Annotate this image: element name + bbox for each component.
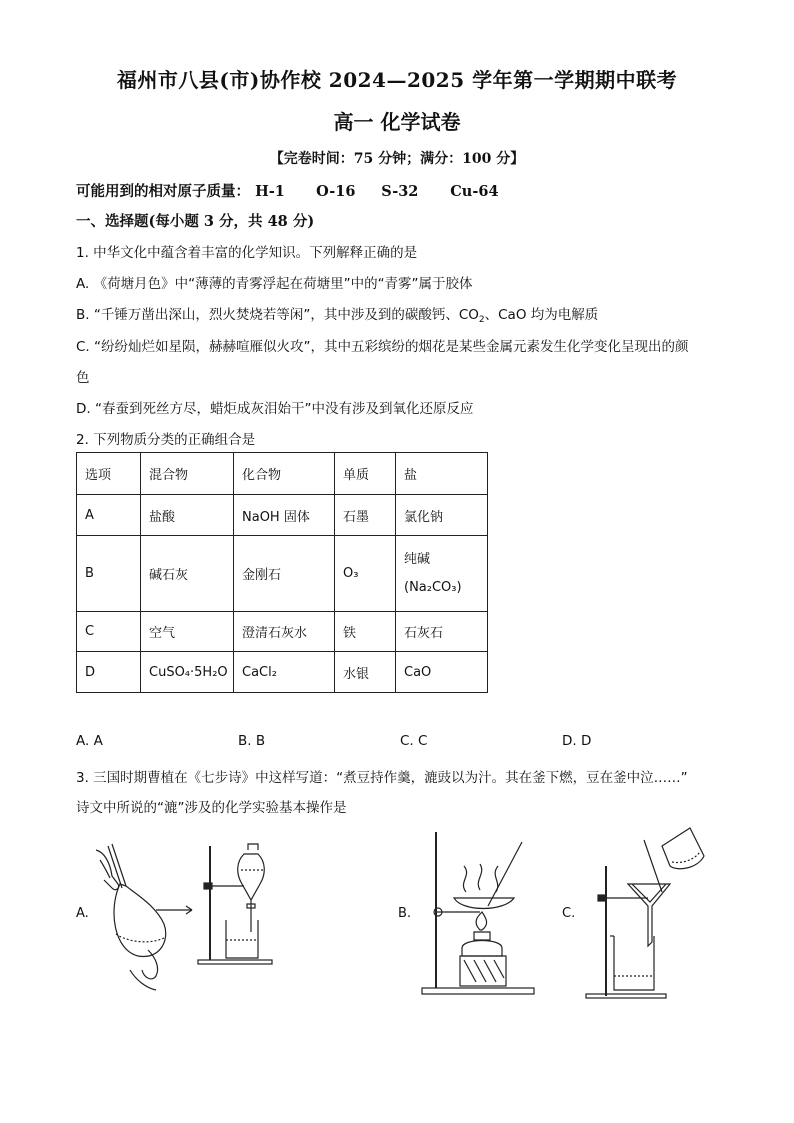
table-header-cell: 单质: [335, 453, 396, 495]
q3-stem-line2: 诗文中所说的“漉”涉及的化学实验基本操作是: [76, 800, 347, 816]
exam-subtitle: 高一 化学试卷: [333, 110, 461, 134]
table-cell: 纯碱 (Na₂CO₃): [396, 536, 488, 612]
classification-table: [76, 452, 488, 693]
table-cell: 水银: [335, 652, 396, 693]
table-row: [77, 612, 488, 652]
q2-stem: 2. 下列物质分类的正确组合是: [76, 432, 256, 448]
table-header-cell: 选项: [77, 453, 141, 495]
table-header-cell: 化合物: [234, 453, 335, 495]
q2-option-d: D. D: [562, 733, 592, 749]
atomic-masses-label: 可能用到的相对原子质量：: [76, 183, 250, 200]
q1-option-c-line1: C. “纷纷灿烂如星陨，赫赫喧雁似火攻”，其中五彩缤纷的烟花是某些金属元素发生化学变化呈现出的颜: [76, 339, 689, 355]
q1-option-a: A. 《荷塘月色》中“薄薄的青雾浮起在荷塘里”中的“青雾”属于胶体: [76, 276, 473, 292]
table-row: [77, 495, 488, 536]
table-cell: CaO: [396, 652, 488, 693]
figure-c-label: C.: [562, 906, 576, 921]
table-cell: 铁: [335, 612, 396, 652]
q2-option-c: C. C: [400, 733, 428, 749]
section-title: 一、选择题(每小题 3 分，共 48 分): [76, 213, 315, 230]
atomic-mass-s: S-32: [381, 183, 419, 200]
table-cell: 金刚石: [234, 536, 335, 612]
table-cell: 澄清石灰水: [234, 612, 335, 652]
exam-info: 【完卷时间：75 分钟；满分：100 分】: [269, 151, 525, 167]
figure-b-evaporation-apparatus: [418, 828, 538, 1000]
table-cell: A: [77, 495, 141, 536]
q1-option-c-line2: 色: [76, 370, 90, 386]
table-row: [77, 536, 488, 612]
atomic-mass-h: H-1: [255, 183, 285, 200]
table-cell: 盐酸: [141, 495, 234, 536]
q1-option-b-post: 、CaO 均为电解质: [484, 307, 599, 323]
table-row: [77, 652, 488, 693]
figure-b-label: B.: [398, 906, 412, 921]
q2-option-b: B. B: [238, 733, 266, 749]
figure-a-label: A.: [76, 906, 89, 921]
figure-c-filtration-apparatus: [578, 826, 714, 1002]
table-cell: C: [77, 612, 141, 652]
table-cell: D: [77, 652, 141, 693]
q3-stem-line1: 3. 三国时期曹植在《七步诗》中这样写道：“煮豆持作羹，漉豉以为汁。其在釜下燃，豆在釜中泣……”: [76, 770, 688, 786]
table-cell: B: [77, 536, 141, 612]
q1-option-b: [76, 303, 598, 325]
table-header-cell: 盐: [396, 453, 488, 495]
table-cell: 石墨: [335, 495, 396, 536]
q1-option-b-sub: 2: [478, 315, 485, 325]
q1-option-b-pre: B. “千锤万凿出深山，烈火焚烧若等闲”，其中涉及到的碳酸钙、CO: [76, 307, 479, 323]
q1-option-d: D. “春蚕到死丝方尽，蜡炬成灰泪始干”中没有涉及到氧化还原反应: [76, 401, 474, 417]
table-cell: CuSO₄·5H₂O: [141, 652, 234, 693]
q2-option-a: A. A: [76, 733, 103, 749]
figure-a-extraction-apparatus: [86, 840, 286, 1000]
table-cell: 空气: [141, 612, 234, 652]
atomic-mass-cu: Cu-64: [450, 183, 499, 200]
table-cell: 石灰石: [396, 612, 488, 652]
table-cell: 碱石灰: [141, 536, 234, 612]
table-cell: NaOH 固体: [234, 495, 335, 536]
q1-stem: 1. 中华文化中蕴含着丰富的化学知识。下列解释正确的是: [76, 245, 418, 261]
exam-title: 福州市八县(市)协作校 2024—2025 学年第一学期期中联考: [116, 68, 678, 92]
table-cell: O₃: [335, 536, 396, 612]
atomic-mass-o: O-16: [316, 183, 356, 200]
table-header-row: [77, 453, 488, 495]
table-cell: CaCl₂: [234, 652, 335, 693]
table-cell: 氯化钠: [396, 495, 488, 536]
table-header-cell: 混合物: [141, 453, 234, 495]
atomic-masses-line: [76, 180, 499, 201]
